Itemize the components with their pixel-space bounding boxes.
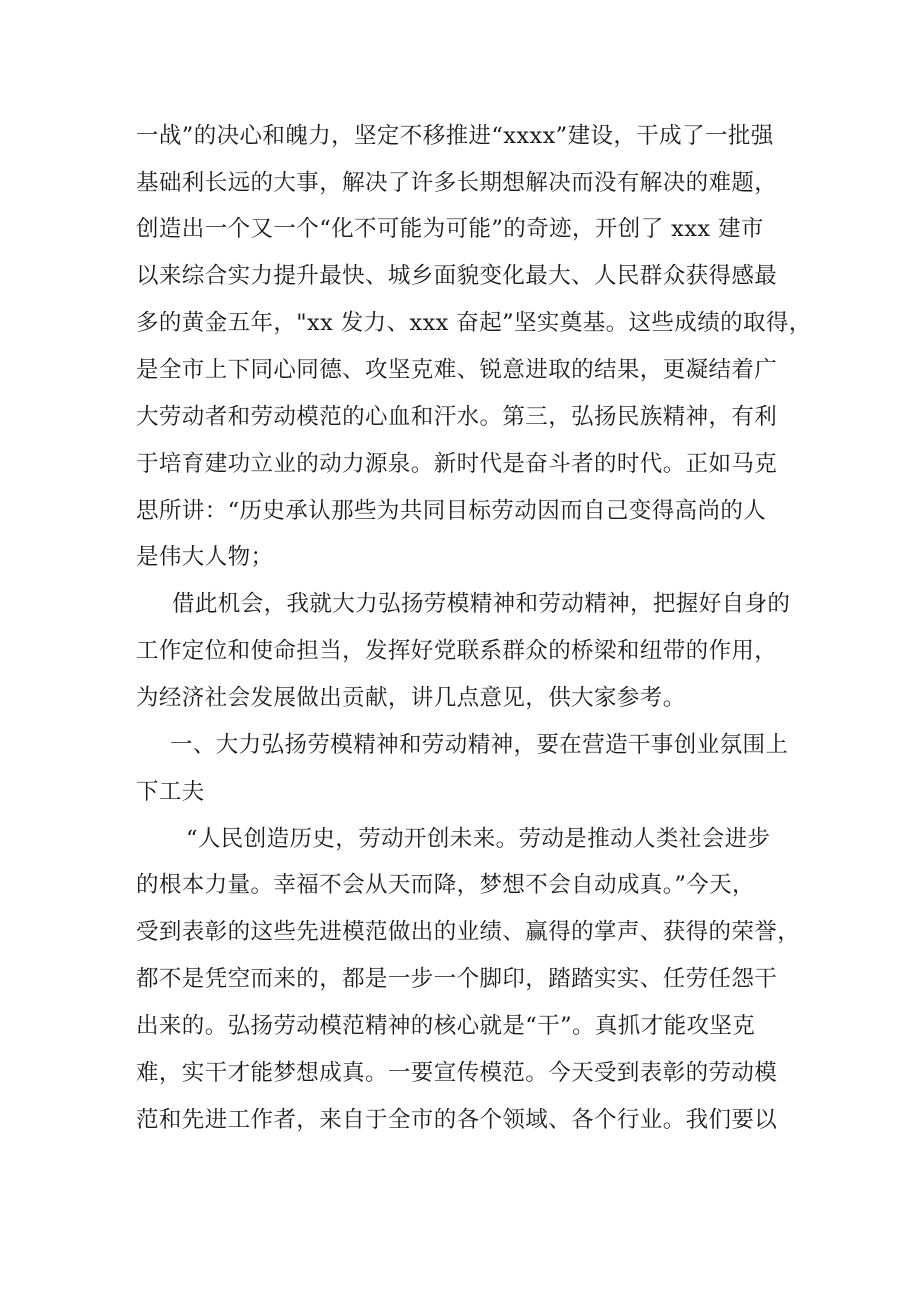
text-line: 的根本力量。幸福不会从天而降，梦想不会自动成真。”今天，	[136, 872, 755, 898]
section-heading: 一、大力弘扬劳模精神和劳动精神，要在营造干事创业氛围上	[170, 732, 789, 758]
text-line: 创造出一个又一个“化不可能为可能”的奇迹，开创了 xxx 建市	[136, 216, 764, 242]
paragraph-start-line: 借此机会，我就大力弘扬劳模精神和劳动精神，把握好自身的	[172, 591, 791, 617]
text-line: 基础利长远的大事，解决了许多长期想解决而没有解决的难题，	[136, 170, 778, 196]
text-line: 是伟大人物；	[136, 544, 274, 570]
text-line: 都不是凭空而来的，都是一步一个脚印，踏踏实实、任劳任怨干	[136, 966, 778, 992]
text-line: 是全市上下同心同德、攻坚克难、锐意进取的结果，更凝结着广	[136, 357, 778, 383]
text-line: 工作定位和使命担当，发挥好党联系群众的桥梁和纽带的作用，	[136, 638, 778, 664]
text-line: 受到表彰的这些先进模范做出的业绩、赢得的掌声、获得的荣誉，	[136, 919, 801, 945]
text-line: 难，实干才能梦想成真。一要宣传模范。今天受到表彰的劳动模	[136, 1060, 778, 1086]
paragraph-start-line: “人民创造历史，劳动开创未来。劳动是推动人类社会进步	[186, 826, 771, 852]
text-line: 大劳动者和劳动模范的心血和汗水。第三，弘扬民族精神，有利	[136, 404, 778, 430]
text-line: 范和先进工作者，来自于全市的各个领域、各个行业。我们要以	[136, 1107, 778, 1133]
text-line: 一战”的决心和魄力，坚定不移推进“xxxx”建设，干成了一批强	[136, 123, 774, 149]
text-line: 思所讲：“历史承认那些为共同目标劳动因而自己变得高尚的人	[136, 498, 767, 524]
text-line: 出来的。弘扬劳动模范精神的核心就是“干”。真抓才能攻坚克	[136, 1013, 756, 1039]
section-heading-continued: 下工夫	[136, 779, 205, 805]
text-line: 于培育建功立业的动力源泉。新时代是奋斗者的时代。正如马克	[136, 451, 778, 477]
text-line: 以来综合实力提升最快、城乡面貌变化最大、人民群众获得感最	[136, 263, 778, 289]
text-line: 为经济社会发展做出贡献，讲几点意见，供大家参考。	[136, 685, 686, 711]
text-line: 多的黄金五年，"xx 发力、xxx 奋起”坚实奠基。这些成绩的取得，	[136, 310, 812, 336]
